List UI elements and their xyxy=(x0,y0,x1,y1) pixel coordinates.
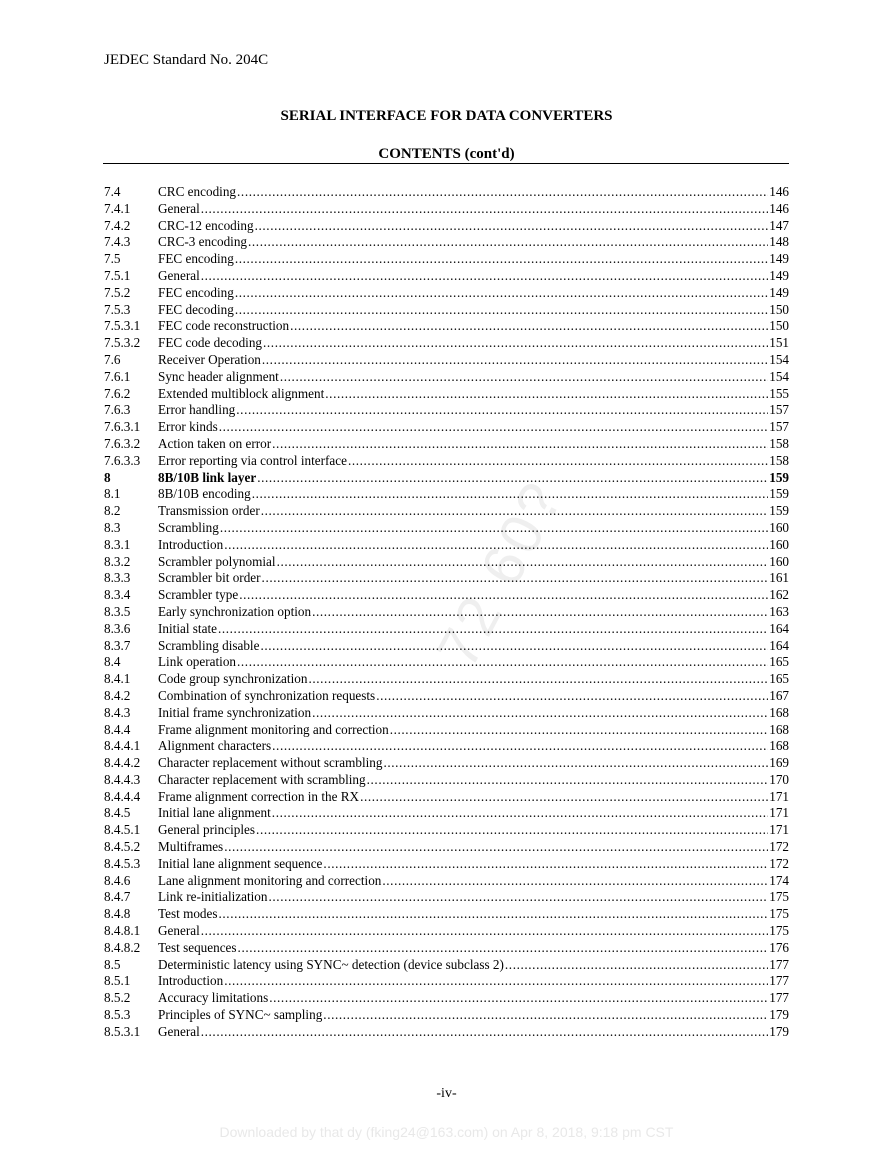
toc-dot-leader xyxy=(308,671,768,688)
toc-page-number: 174 xyxy=(769,872,789,888)
toc-page-number: 150 xyxy=(769,318,789,334)
toc-section-number: 8.5.3.1 xyxy=(104,1023,141,1039)
toc-page-number: 168 xyxy=(769,704,789,720)
toc-section-number: 7.6.2 xyxy=(104,385,131,401)
toc-section-title: Error kinds xyxy=(158,419,218,435)
running-header: JEDEC Standard No. 204C xyxy=(104,52,269,68)
toc-page-number: 168 xyxy=(769,738,789,754)
toc-page-number: 172 xyxy=(769,839,789,855)
toc-page-number: 159 xyxy=(769,469,789,485)
toc-section-title: Introduction xyxy=(158,973,224,989)
toc-section-title: Character replacement with scrambling xyxy=(158,771,366,787)
toc-page-number: 168 xyxy=(769,721,789,737)
toc-page-number: 172 xyxy=(769,855,789,871)
toc-dot-leader xyxy=(238,940,769,957)
toc-page-number: 162 xyxy=(769,587,789,603)
toc-section-title: FEC encoding xyxy=(158,251,234,267)
toc-section-number: 7.5.3.2 xyxy=(104,335,141,351)
toc-section-title: Multiframes xyxy=(158,839,224,855)
toc-entry[interactable] xyxy=(104,402,789,419)
toc-section-title: Test modes xyxy=(158,906,218,922)
toc-dot-leader xyxy=(219,419,769,436)
toc-section-title: Accuracy limitations xyxy=(158,990,269,1006)
toc-page-number: 171 xyxy=(769,822,789,838)
toc-section-number: 8.5 xyxy=(104,956,121,972)
toc-section-title: Initial lane alignment xyxy=(158,805,271,821)
toc-section-title: Principles of SYNC~ sampling xyxy=(158,1007,323,1023)
toc-section-number: 7.6 xyxy=(104,351,121,367)
toc-dot-leader xyxy=(269,990,768,1007)
toc-dot-leader xyxy=(224,839,768,856)
toc-dot-leader xyxy=(382,873,768,890)
toc-section-title: Frame alignment correction in the RX xyxy=(158,788,360,804)
toc-page-number: 148 xyxy=(769,234,789,250)
toc-section-number: 7.5.3 xyxy=(104,301,131,317)
toc-dot-leader xyxy=(248,234,768,251)
toc-entry[interactable] xyxy=(104,335,789,352)
toc-section-title: Receiver Operation xyxy=(158,351,261,367)
toc-dot-leader xyxy=(277,554,769,571)
toc-page-number: 159 xyxy=(769,486,789,502)
toc-dot-leader xyxy=(257,470,768,487)
toc-dot-leader xyxy=(235,251,768,268)
toc-section-number: 8.4.5.2 xyxy=(104,839,141,855)
toc-entry[interactable] xyxy=(104,889,789,906)
heading-rule xyxy=(103,163,789,164)
toc-entry[interactable] xyxy=(104,486,789,503)
toc-section-number: 8.3.7 xyxy=(104,637,131,653)
toc-entry[interactable] xyxy=(104,352,789,369)
toc-section-number: 7.4 xyxy=(104,184,121,199)
toc-dot-leader xyxy=(224,973,768,990)
toc-page-number: 177 xyxy=(769,990,789,1006)
toc-page-number: 161 xyxy=(769,570,789,586)
toc-page-number: 149 xyxy=(769,284,789,300)
toc-section-title: Deterministic latency using SYNC~ detection (device subclass 2) xyxy=(158,956,504,972)
toc-entry[interactable] xyxy=(104,990,789,1007)
toc-dot-leader xyxy=(237,184,768,201)
toc-section-title: 8B/10B link layer xyxy=(158,469,257,485)
toc-entry[interactable] xyxy=(104,436,789,453)
toc-entry[interactable] xyxy=(104,470,789,487)
toc-entry[interactable] xyxy=(104,621,789,638)
toc-dot-leader xyxy=(252,486,769,503)
toc-entry[interactable] xyxy=(104,587,789,604)
toc-entry[interactable] xyxy=(104,923,789,940)
toc-section-number: 7.5.2 xyxy=(104,284,131,300)
toc-section-title: General xyxy=(158,267,200,283)
toc-section-title: Initial state xyxy=(158,620,217,636)
toc-entry[interactable] xyxy=(104,369,789,386)
toc-entry[interactable] xyxy=(104,638,789,655)
toc-section-number: 8.3.5 xyxy=(104,603,131,619)
toc-section-title: Error handling xyxy=(158,402,236,418)
toc-section-number: 8.4.1 xyxy=(104,671,131,687)
toc-section-title: Combination of synchronization requests xyxy=(158,687,376,703)
toc-entry[interactable] xyxy=(104,285,789,302)
toc-entry[interactable] xyxy=(104,268,789,285)
toc-section-number: 7.6.3.2 xyxy=(104,435,141,451)
toc-section-title: FEC code reconstruction xyxy=(158,318,290,334)
toc-entry[interactable] xyxy=(104,1007,789,1024)
toc-section-number: 8.4.4.2 xyxy=(104,755,141,771)
toc-page-number: 165 xyxy=(769,671,789,687)
toc-page-number: 146 xyxy=(769,184,789,199)
toc-page-number: 164 xyxy=(769,620,789,636)
toc-section-number: 8.4.5.1 xyxy=(104,822,141,838)
toc-page-number: 160 xyxy=(769,519,789,535)
toc-dot-leader xyxy=(390,722,769,739)
toc-dot-leader xyxy=(323,856,768,873)
toc-page-number: 146 xyxy=(769,200,789,216)
toc-dot-leader xyxy=(312,604,768,621)
toc-page-number: 163 xyxy=(769,603,789,619)
toc-entry[interactable] xyxy=(104,218,789,235)
toc-section-title: Scrambler type xyxy=(158,587,239,603)
toc-entry[interactable] xyxy=(104,302,789,319)
toc-section-number: 8.5.2 xyxy=(104,990,131,1006)
toc-dot-leader xyxy=(235,285,768,302)
toc-section-title: FEC encoding xyxy=(158,284,234,300)
toc-entry[interactable] xyxy=(104,822,789,839)
toc-page-number: 170 xyxy=(769,771,789,787)
toc-section-number: 8.4.7 xyxy=(104,889,131,905)
toc-entry[interactable] xyxy=(104,318,789,335)
toc-section-number: 7.4.3 xyxy=(104,234,131,250)
toc-entry[interactable] xyxy=(104,201,789,218)
toc-section-number: 8.4 xyxy=(104,654,121,670)
toc-entry[interactable] xyxy=(104,386,789,403)
toc-entry[interactable] xyxy=(104,234,789,251)
toc-dot-leader xyxy=(260,638,768,655)
toc-page-number: 151 xyxy=(769,335,789,351)
toc-section-number: 8.5.1 xyxy=(104,973,131,989)
toc-entry[interactable] xyxy=(104,520,789,537)
document-title: SERIAL INTERFACE FOR DATA CONVERTERS xyxy=(280,108,613,124)
toc-section-number: 8.3.2 xyxy=(104,553,131,569)
toc-page-number: 160 xyxy=(769,553,789,569)
toc-dot-leader xyxy=(201,201,768,218)
toc-entry[interactable] xyxy=(104,453,789,470)
toc-section-number: 8.4.4.1 xyxy=(104,738,141,754)
toc-page-number: 159 xyxy=(769,503,789,519)
toc-entry[interactable] xyxy=(104,570,789,587)
toc-dot-leader xyxy=(224,537,768,554)
toc-entry[interactable] xyxy=(104,688,789,705)
toc-entry[interactable] xyxy=(104,705,789,722)
toc-section-number: 8.4.5.3 xyxy=(104,855,141,871)
toc-section-title: CRC-3 encoding xyxy=(158,234,248,250)
toc-dot-leader xyxy=(263,335,768,352)
toc-section-title: Transmission order xyxy=(158,503,260,519)
toc-section-title: Frame alignment monitoring and correction xyxy=(158,721,389,737)
toc-section-number: 7.5 xyxy=(104,251,121,267)
toc-page-number: 155 xyxy=(769,385,789,401)
toc-entry[interactable] xyxy=(104,554,789,571)
toc-page-number: 164 xyxy=(769,637,789,653)
toc-dot-leader xyxy=(201,268,768,285)
toc-section-title: General xyxy=(158,1023,200,1039)
toc-section-number: 8.4.5 xyxy=(104,805,131,821)
toc-section-title: Error reporting via control interface xyxy=(158,452,347,468)
toc-section-title: Scrambler polynomial xyxy=(158,553,276,569)
toc-section-number: 8.4.4.3 xyxy=(104,771,141,787)
toc-section-title: FEC decoding xyxy=(158,301,234,317)
toc-dot-leader xyxy=(323,1007,768,1024)
toc-dot-leader xyxy=(269,889,769,906)
toc-section-title: Scrambler bit order xyxy=(158,570,261,586)
toc-section-title: General xyxy=(158,200,200,216)
toc-section-number: 8.3.6 xyxy=(104,620,131,636)
toc-entry[interactable] xyxy=(104,1024,789,1041)
toc-section-title: General principles xyxy=(158,822,256,838)
toc-section-title: Code group synchronization xyxy=(158,671,308,687)
toc-section-title: Sync header alignment xyxy=(158,368,279,384)
toc-dot-leader xyxy=(272,436,768,453)
toc-page-number: 171 xyxy=(769,788,789,804)
toc-section-number: 8.1 xyxy=(104,486,121,502)
toc-section-number: 8.4.8.2 xyxy=(104,939,141,955)
toc-entry[interactable] xyxy=(104,419,789,436)
toc-dot-leader xyxy=(272,738,768,755)
watermark: 72 60? xyxy=(424,469,577,678)
toc-entry[interactable] xyxy=(104,251,789,268)
toc-entry[interactable] xyxy=(104,604,789,621)
toc-section-number: 7.6.3.1 xyxy=(104,419,141,435)
toc-section-title: Link re-initialization xyxy=(158,889,268,905)
toc-dot-leader xyxy=(505,957,768,974)
toc-section-number: 8 xyxy=(104,469,111,485)
toc-section-title: CRC encoding xyxy=(158,184,237,199)
toc-entry[interactable] xyxy=(104,973,789,990)
toc-section-title: Scrambling disable xyxy=(158,637,260,653)
toc-page-number: 179 xyxy=(769,1007,789,1023)
toc-section-title: Link operation xyxy=(158,654,237,670)
toc-section-number: 8.4.4 xyxy=(104,721,131,737)
toc-section-title: Initial frame synchronization xyxy=(158,704,312,720)
toc-dot-leader xyxy=(218,621,768,638)
page-number: -iv- xyxy=(436,1086,457,1101)
toc-dot-leader xyxy=(262,570,769,587)
toc-section-number: 7.6.3.3 xyxy=(104,452,141,468)
toc-dot-leader xyxy=(255,218,769,235)
toc-dot-leader xyxy=(360,789,768,806)
toc-section-number: 8.5.3 xyxy=(104,1007,131,1023)
toc-section-title: Introduction xyxy=(158,536,224,552)
toc-page-number: 165 xyxy=(769,654,789,670)
toc-section-title: Extended multiblock alignment xyxy=(158,385,325,401)
toc-dot-leader xyxy=(383,755,768,772)
toc-dot-leader xyxy=(237,654,768,671)
toc-section-number: 7.5.1 xyxy=(104,267,131,283)
toc-dot-leader xyxy=(219,906,769,923)
toc-section-number: 7.6.1 xyxy=(104,368,131,384)
toc-dot-leader xyxy=(220,520,768,537)
toc-entry[interactable] xyxy=(104,805,789,822)
toc-entry[interactable] xyxy=(104,755,789,772)
toc-page-number: 176 xyxy=(769,939,789,955)
toc-section-title: Test sequences xyxy=(158,939,237,955)
toc-page-number: 149 xyxy=(769,267,789,283)
toc-section-number: 7.4.1 xyxy=(104,200,131,216)
toc-page-number: 147 xyxy=(769,217,789,233)
toc-entry[interactable] xyxy=(104,654,789,671)
toc-entry[interactable] xyxy=(104,839,789,856)
toc-section-title: Action taken on error xyxy=(158,435,272,451)
toc-section-number: 8.4.2 xyxy=(104,687,131,703)
toc-dot-leader xyxy=(376,688,768,705)
download-notice: Downloaded by that dy (fking24@163.com) on Apr 8, 2018, 9:18 pm CST xyxy=(219,1124,674,1140)
toc-page-number: 158 xyxy=(769,435,789,451)
toc-entry[interactable] xyxy=(104,537,789,554)
toc-dot-leader xyxy=(201,1024,768,1041)
toc-dot-leader xyxy=(239,587,768,604)
toc-entry[interactable] xyxy=(104,957,789,974)
toc-dot-leader xyxy=(312,705,768,722)
toc-dot-leader xyxy=(290,318,768,335)
toc-page-number: 175 xyxy=(769,906,789,922)
toc-dot-leader xyxy=(236,402,768,419)
toc-page-number: 177 xyxy=(769,973,789,989)
toc-entry[interactable] xyxy=(104,772,789,789)
toc-section-number: 8.4.6 xyxy=(104,872,131,888)
toc-page-number: 157 xyxy=(769,419,789,435)
toc-page-number: 179 xyxy=(769,1023,789,1039)
toc-dot-leader xyxy=(348,453,768,470)
toc-section-title: Character replacement without scrambling xyxy=(158,755,383,771)
toc-section-number: 8.4.4.4 xyxy=(104,788,141,804)
toc-page-number: 160 xyxy=(769,536,789,552)
toc-dot-leader xyxy=(262,352,768,369)
toc-entry[interactable] xyxy=(104,873,789,890)
toc-page-number: 175 xyxy=(769,923,789,939)
toc-section-number: 8.4.8.1 xyxy=(104,923,141,939)
toc-entry[interactable] xyxy=(104,722,789,739)
toc-dot-leader xyxy=(201,923,768,940)
toc-section-title: Scrambling xyxy=(158,519,219,535)
toc-page-number: 154 xyxy=(769,351,789,367)
toc-entry[interactable] xyxy=(104,789,789,806)
toc-section-title: FEC code decoding xyxy=(158,335,263,351)
toc-section-number: 8.3.1 xyxy=(104,536,131,552)
toc-section-title: Early synchronization option xyxy=(158,603,312,619)
toc-section-title: Alignment characters xyxy=(158,738,272,754)
toc-entry[interactable] xyxy=(104,940,789,957)
toc-section-title: General xyxy=(158,923,200,939)
toc-page-number: 177 xyxy=(769,956,789,972)
table-of-contents xyxy=(104,184,789,1041)
toc-section-number: 7.5.3.1 xyxy=(104,318,141,334)
toc-dot-leader xyxy=(256,822,768,839)
toc-section-number: 8.3 xyxy=(104,519,121,535)
toc-page-number: 154 xyxy=(769,368,789,384)
toc-entry[interactable] xyxy=(104,503,789,520)
toc-entry[interactable] xyxy=(104,856,789,873)
toc-entry[interactable] xyxy=(104,906,789,923)
toc-dot-leader xyxy=(367,772,769,789)
toc-entry[interactable] xyxy=(104,184,789,201)
toc-page-number: 167 xyxy=(769,687,789,703)
toc-dot-leader xyxy=(272,805,768,822)
toc-dot-leader xyxy=(280,369,768,386)
contents-heading: CONTENTS (cont'd) xyxy=(378,146,515,162)
toc-page-number: 169 xyxy=(769,755,789,771)
toc-section-number: 8.2 xyxy=(104,503,121,519)
toc-page-number: 149 xyxy=(769,251,789,267)
toc-section-number: 8.3.4 xyxy=(104,587,131,603)
toc-entry[interactable] xyxy=(104,738,789,755)
toc-page-number: 158 xyxy=(769,452,789,468)
toc-section-number: 8.3.3 xyxy=(104,570,131,586)
toc-section-title: Initial lane alignment sequence xyxy=(158,855,323,871)
toc-dot-leader xyxy=(235,302,768,319)
toc-dot-leader xyxy=(261,503,768,520)
toc-section-number: 7.6.3 xyxy=(104,402,131,418)
toc-section-title: CRC-12 encoding xyxy=(158,217,254,233)
toc-page-number: 171 xyxy=(769,805,789,821)
toc-section-number: 8.4.3 xyxy=(104,704,131,720)
toc-section-number: 7.4.2 xyxy=(104,217,131,233)
toc-page-number: 150 xyxy=(769,301,789,317)
toc-entry[interactable] xyxy=(104,671,789,688)
toc-dot-leader xyxy=(325,386,768,403)
toc-section-title: Lane alignment monitoring and correction xyxy=(158,872,382,888)
toc-page-number: 157 xyxy=(769,402,789,418)
toc-page-number: 175 xyxy=(769,889,789,905)
toc-section-title: 8B/10B encoding xyxy=(158,486,251,502)
toc-section-number: 8.4.8 xyxy=(104,906,131,922)
